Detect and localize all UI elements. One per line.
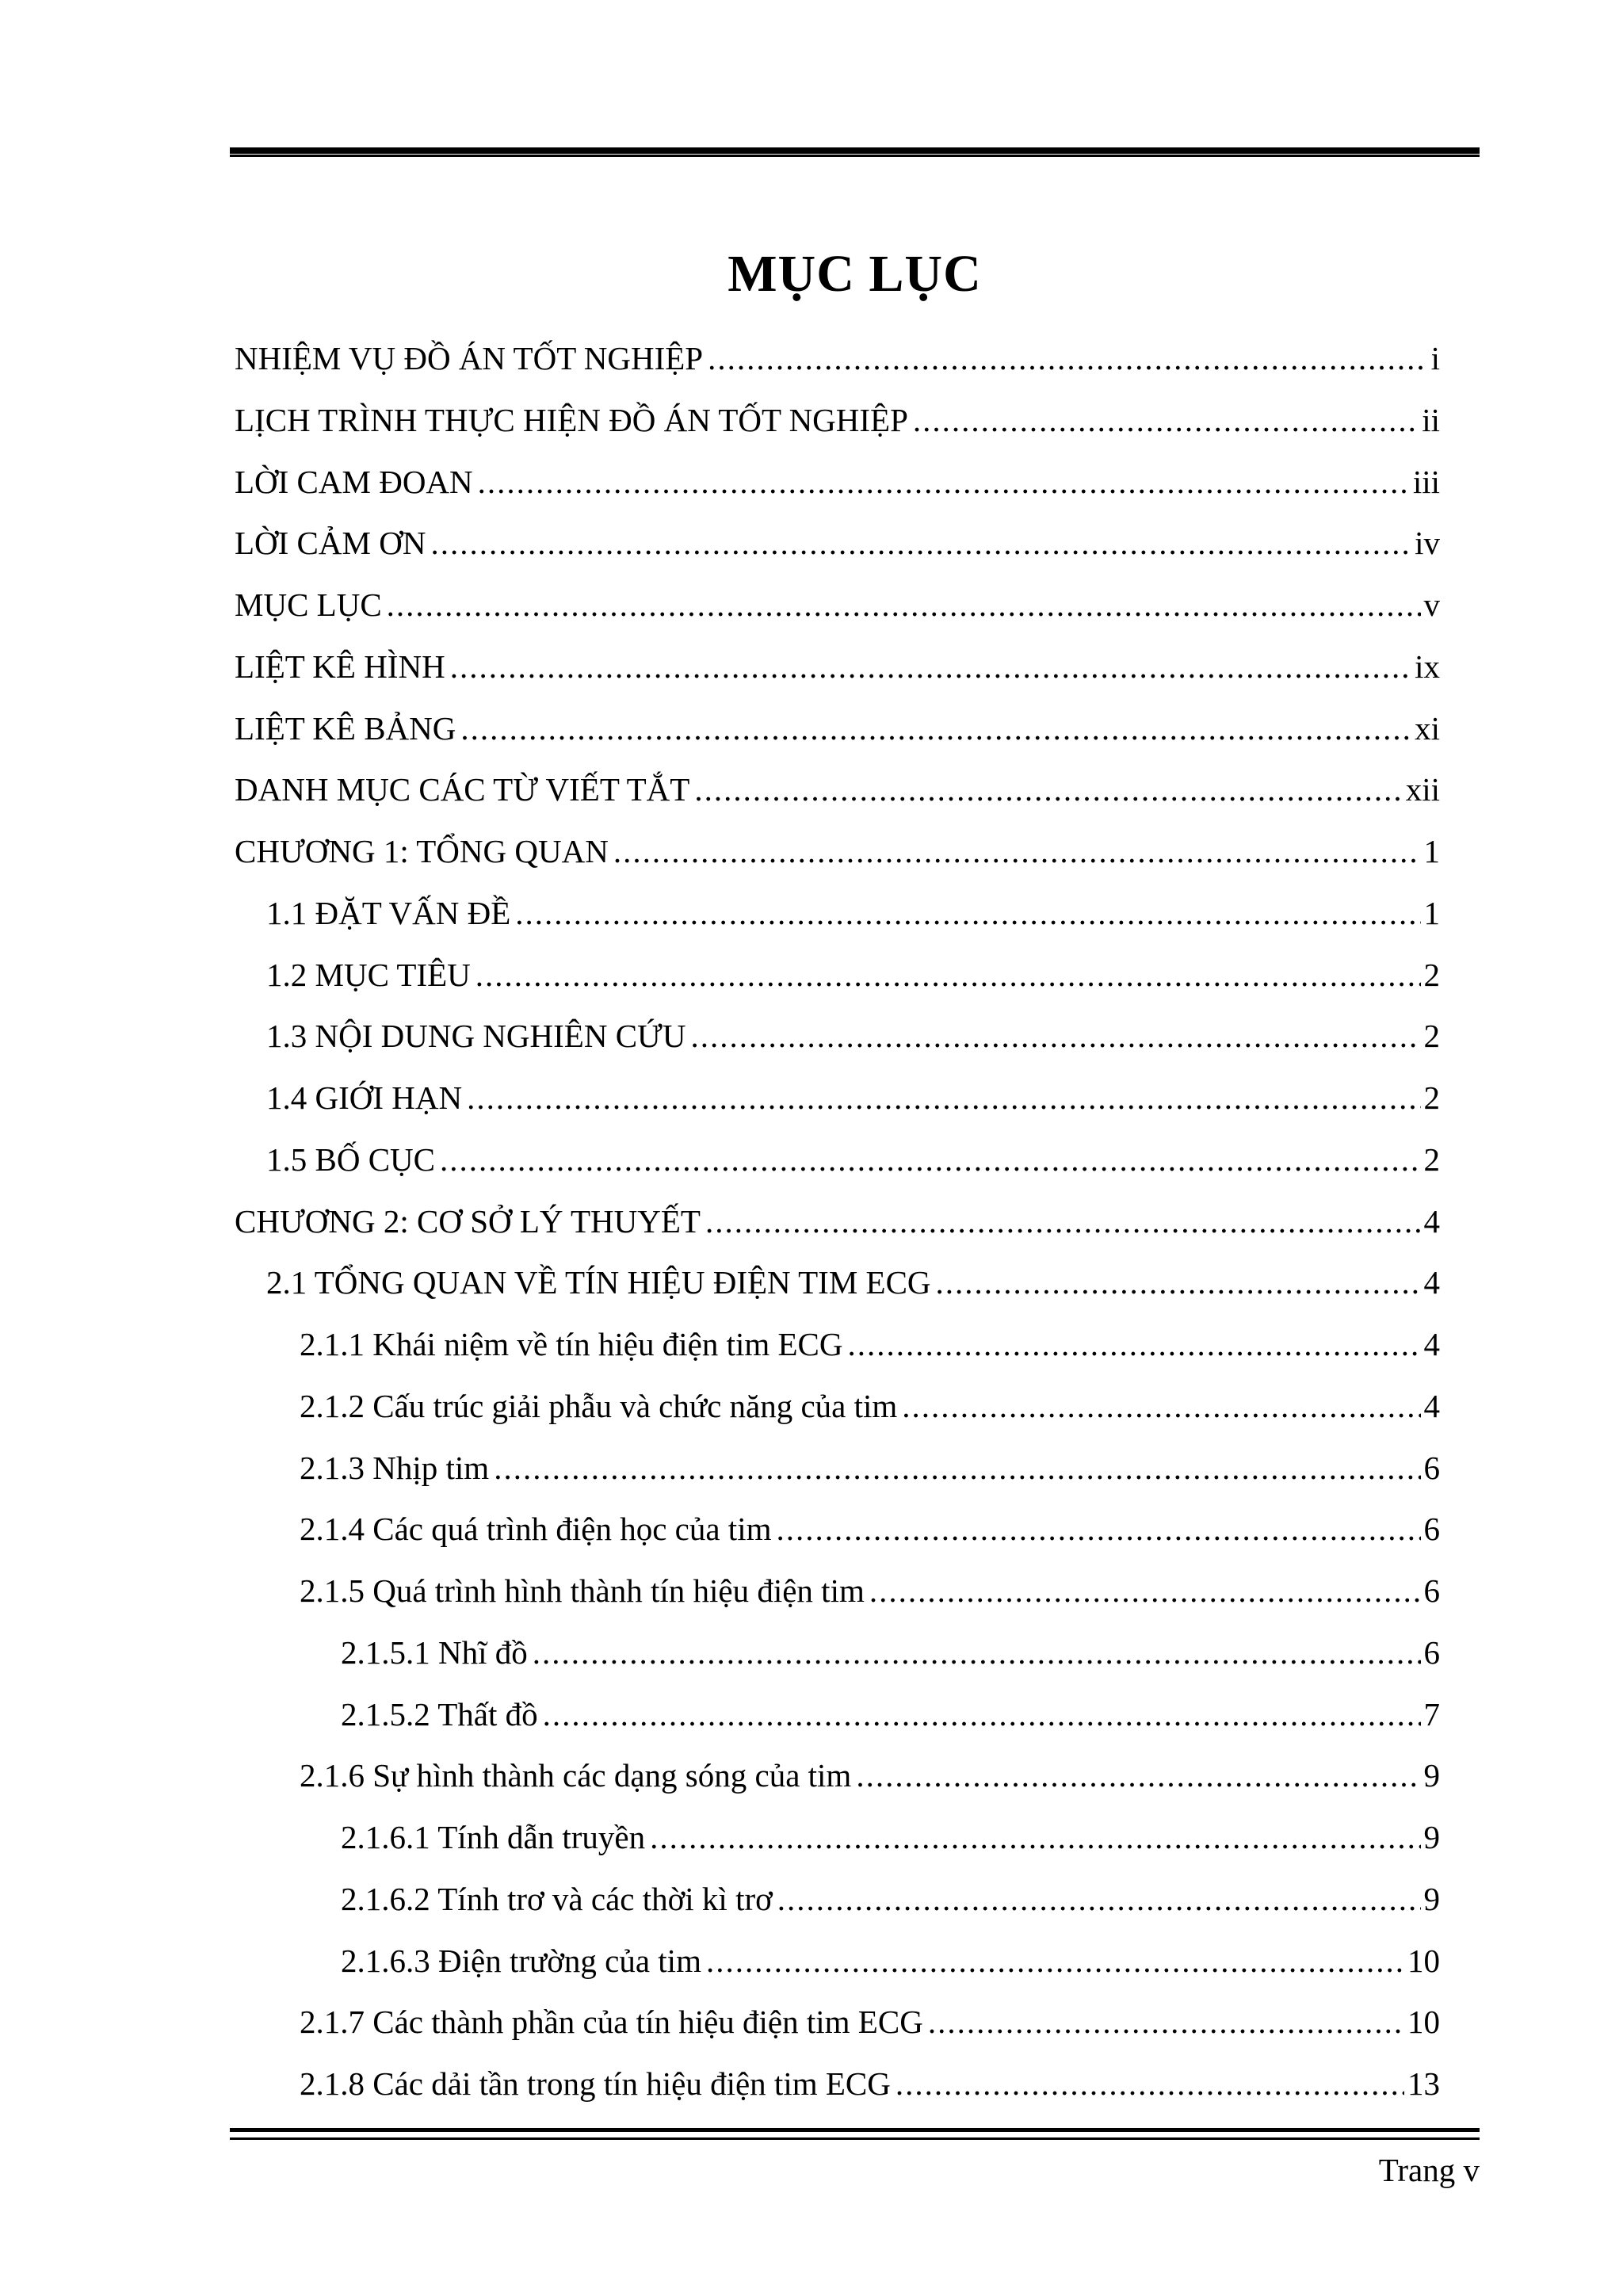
toc-entry[interactable] [235, 522, 1440, 563]
toc-entry[interactable] [266, 892, 1440, 934]
toc-entry[interactable] [235, 1201, 1440, 1242]
toc-dot-leader [928, 2001, 1404, 2042]
toc-entry-page: v [1423, 586, 1440, 623]
toc-entry-label: LỜI CẢM ƠN [235, 525, 426, 561]
toc-entry[interactable] [300, 1570, 1440, 1611]
toc-entry-page: 6 [1423, 1634, 1440, 1671]
toc-entry-page: xii [1405, 771, 1440, 808]
toc-entry-page: ii [1422, 402, 1440, 438]
toc-entry[interactable] [235, 338, 1440, 379]
toc-dot-leader [690, 1015, 1420, 1056]
toc-entry-label: MỤC LỤC [235, 586, 382, 623]
toc-entry-label: 2.1.6.2 Tính trơ và các thời kì trơ [341, 1881, 773, 1917]
toc-entry[interactable] [300, 1508, 1440, 1549]
toc-entry[interactable] [266, 1015, 1440, 1056]
footer-rule-thin [230, 2137, 1480, 2140]
toc-entry[interactable] [341, 1694, 1440, 1735]
page-number: Trang v [1378, 2152, 1480, 2188]
toc-entry-page: 10 [1407, 2004, 1440, 2040]
toc-entry[interactable] [341, 1817, 1440, 1858]
toc-dot-leader [494, 1447, 1420, 1488]
toc-entry-label: 2.1.1 Khái niệm về tín hiệu điện tim ECG [300, 1326, 843, 1362]
toc-entry[interactable] [266, 1077, 1440, 1118]
toc-entry-page: iii [1412, 464, 1440, 500]
toc-dot-leader [848, 1324, 1421, 1365]
toc-dot-leader [896, 2063, 1404, 2104]
toc-dot-leader [902, 1385, 1420, 1427]
toc-dot-leader [533, 1632, 1421, 1673]
toc-entry[interactable] [341, 1940, 1440, 1981]
toc-dot-leader [705, 1201, 1421, 1242]
toc-dot-leader [387, 584, 1421, 625]
toc-entry-page: 2 [1423, 1079, 1440, 1116]
toc-entry-page: 10 [1407, 1943, 1440, 1979]
toc-entry[interactable] [300, 2063, 1440, 2104]
toc-entry-label: 2.1.6.1 Tính dẫn truyền [341, 1819, 646, 1855]
toc-dot-leader [708, 338, 1428, 379]
toc-entry-page: 4 [1423, 1326, 1440, 1362]
toc-entry-page: i [1430, 340, 1440, 376]
toc-dot-leader [936, 1262, 1421, 1303]
toc-entry-page: 9 [1423, 1757, 1440, 1794]
toc-entry-label: CHƯƠNG 2: CƠ SỞ LÝ THUYẾT [235, 1203, 701, 1240]
toc-dot-leader [706, 1940, 1404, 1981]
toc-entry-label: 2.1.7 Các thành phần của tín hiệu điện tim ECG [300, 2004, 923, 2040]
toc-entry[interactable] [235, 646, 1440, 687]
toc-entry[interactable] [235, 831, 1440, 872]
toc-entry-label: 1.4 GIỚI HẠN [266, 1079, 463, 1116]
toc-entry-page: 2 [1423, 1018, 1440, 1054]
toc-entry[interactable] [300, 1447, 1440, 1488]
toc-entry[interactable] [266, 954, 1440, 995]
toc-dot-leader [478, 461, 1410, 502]
toc-entry-label: 1.5 BỐ CỤC [266, 1141, 436, 1178]
toc-entry[interactable] [235, 769, 1440, 810]
toc-entry-page: 6 [1423, 1450, 1440, 1486]
toc-entry-page: ix [1415, 648, 1440, 685]
toc-dot-leader [467, 1077, 1420, 1118]
toc-entry[interactable] [235, 708, 1440, 749]
toc-entry-label: 2.1.4 Các quá trình điện học của tim [300, 1511, 772, 1547]
toc-dot-leader [694, 769, 1402, 810]
toc-entry[interactable] [300, 1755, 1440, 1796]
toc-entry-label: DANH MỤC CÁC TỪ VIẾT TẮT [235, 771, 690, 808]
toc-entry-label: NHIỆM VỤ ĐỒ ÁN TỐT NGHIỆP [235, 340, 704, 376]
toc-entry-label: 2.1.5.2 Thất đồ [341, 1696, 538, 1733]
toc-entry-page: 4 [1423, 1264, 1440, 1301]
toc-entry-label: 1.2 MỤC TIÊU [266, 957, 471, 993]
toc-entry-page: 9 [1423, 1881, 1440, 1917]
toc-entry-page: 9 [1423, 1819, 1440, 1855]
toc-entry-label: 2.1.6 Sự hình thành các dạng sóng của tim [300, 1757, 852, 1794]
toc-entry-label: LIỆT KÊ HÌNH [235, 648, 445, 685]
toc-dot-leader [515, 892, 1420, 934]
toc-dot-leader [450, 646, 1411, 687]
toc-entry-page: 4 [1423, 1203, 1440, 1240]
toc-entry-page: 1 [1423, 895, 1440, 931]
toc-dot-leader [475, 954, 1421, 995]
toc-entry-page: 7 [1423, 1696, 1440, 1733]
toc-entry-label: 1.1 ĐẶT VẤN ĐỀ [266, 895, 511, 931]
page-title: MỤC LỤC [727, 245, 982, 304]
toc-entry-page: 1 [1423, 833, 1440, 869]
toc-dot-leader [869, 1570, 1421, 1611]
toc-entry[interactable] [235, 399, 1440, 441]
toc-entry-label: 2.1.3 Nhịp tim [300, 1450, 490, 1486]
toc-entry[interactable] [300, 1385, 1440, 1427]
toc-entry-page: 6 [1423, 1572, 1440, 1609]
toc-dot-leader [440, 1139, 1420, 1180]
toc-dot-leader [856, 1755, 1420, 1796]
toc-dot-leader [460, 708, 1411, 749]
toc-entry[interactable] [341, 1632, 1440, 1673]
toc-entry-label: LỜI CAM ĐOAN [235, 464, 473, 500]
toc-entry-label: 2.1.5.1 Nhĩ đồ [341, 1634, 528, 1671]
toc-dot-leader [613, 831, 1421, 872]
toc-entry-page: xi [1415, 710, 1440, 747]
toc-entry[interactable] [300, 1324, 1440, 1365]
toc-dot-leader [776, 1508, 1420, 1549]
toc-entry-label: 2.1.5 Quá trình hình thành tín hiệu điện tim [300, 1572, 865, 1609]
toc-entry-page: 2 [1423, 957, 1440, 993]
toc-entry[interactable] [266, 1262, 1440, 1303]
toc-entry-label: 2.1.6.3 Điện trường của tim [341, 1943, 701, 1979]
toc-dot-leader [430, 522, 1411, 563]
toc-dot-leader [543, 1694, 1421, 1735]
toc-entry-label: 2.1 TỔNG QUAN VỀ TÍN HIỆU ĐIỆN TIM ECG [266, 1264, 931, 1301]
toc-dot-leader [913, 399, 1419, 441]
toc-dot-leader [777, 1878, 1421, 1920]
toc-entry[interactable] [235, 461, 1440, 502]
toc-entry-label: CHƯƠNG 1: TỔNG QUAN [235, 833, 609, 869]
toc-entry-label: LIỆT KÊ BẢNG [235, 710, 456, 747]
toc-dot-leader [650, 1817, 1420, 1858]
toc-entry-page: 6 [1423, 1511, 1440, 1547]
toc-entry-label: 2.1.2 Cấu trúc giải phẫu và chức năng của tim [300, 1388, 898, 1424]
toc-entry-label: 1.3 NỘI DUNG NGHIÊN CỨU [266, 1018, 686, 1054]
toc-entry[interactable] [266, 1139, 1440, 1180]
toc-entry[interactable] [300, 2001, 1440, 2042]
toc-entry-label: LỊCH TRÌNH THỰC HIỆN ĐỒ ÁN TỐT NGHIỆP [235, 402, 908, 438]
toc-entry-label: 2.1.8 Các dải tần trong tín hiệu điện tim ECG [300, 2065, 891, 2102]
toc-entry-page: 13 [1407, 2065, 1440, 2102]
toc-entry-page: 2 [1423, 1141, 1440, 1178]
toc-entry-page: iv [1415, 525, 1440, 561]
toc-entry-page: 4 [1423, 1388, 1440, 1424]
footer-rule-thick [230, 2128, 1480, 2132]
toc-entry[interactable] [341, 1878, 1440, 1920]
header-rule [230, 147, 1480, 157]
toc-entry[interactable] [235, 584, 1440, 625]
